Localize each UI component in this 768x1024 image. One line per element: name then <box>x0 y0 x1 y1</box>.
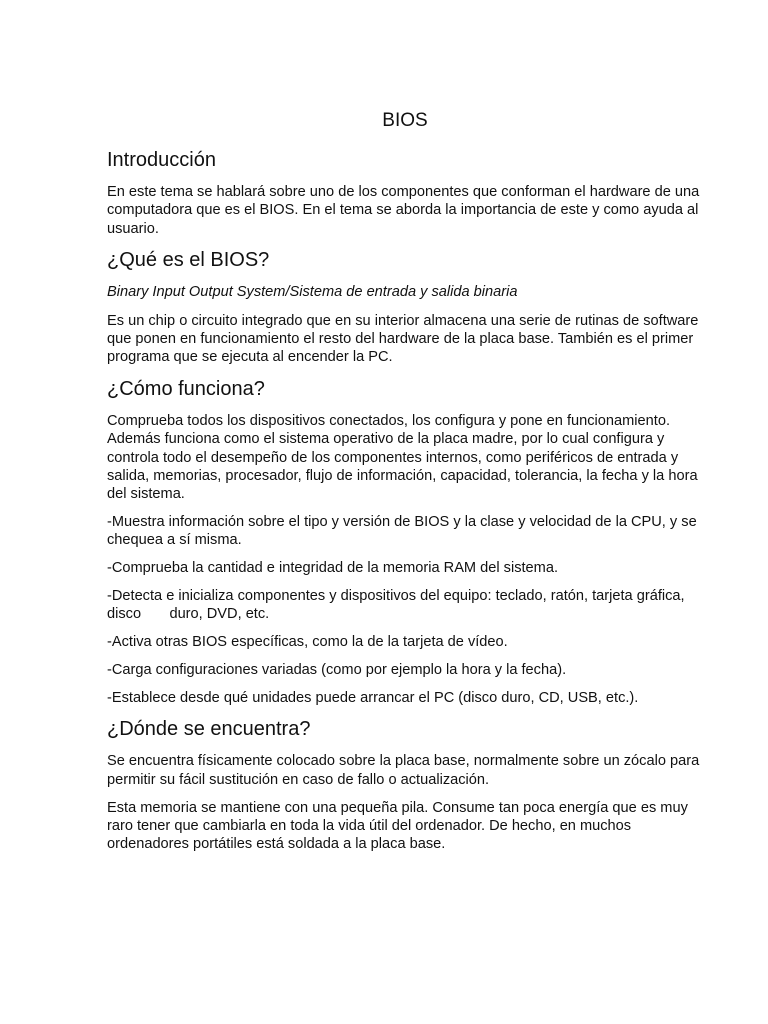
document-title: BIOS <box>382 110 428 131</box>
section-donde-se-encuentra <box>107 716 703 853</box>
acronym-subtitle: Binary Input Output System/Sistema de entrada y salida binaria <box>107 284 518 301</box>
list-item: -Detecta e inicializa componentes y dispositivos del equipo: teclado, ratón, tarjeta gráfica, disco duro, DVD, etc. <box>107 587 689 623</box>
section-que-es <box>107 247 703 366</box>
section-heading-que-es: ¿Qué es el BIOS? <box>107 249 270 272</box>
definition-paragraph: Es un chip o circuito integrado que en su interior almacena una serie de rutinas de software que ponen en funcionamiento el resto del hardware de la placa base. También es el primer programa que se ejecuta al encender la PC. <box>107 312 699 366</box>
intro-paragraph: En este tema se hablará sobre uno de los componentes que conforman el hardware de una computadora que es el BIOS. En el tema se aborda la importancia de este y como ayuda al usuario. <box>107 184 700 237</box>
list-item: -Establece desde qué unidades puede arrancar el PC (disco duro, CD, USB, etc.). <box>107 689 639 706</box>
location-paragraph: Se encuentra físicamente colocado sobre la placa base, normalmente sobre un zócalo para permitir su fácil sustitución en caso de fallo o actualización. <box>107 753 700 788</box>
section-heading-donde: ¿Dónde se encuentra? <box>107 718 311 741</box>
battery-paragraph: Esta memoria se mantiene con una pequeña pila. Consume tan poca energía que es muy raro tener que cambiarla en toda la vida útil del ordenador. De hecho, en muchos ordenadores portátiles está soldada a la placa base. <box>107 799 688 853</box>
list-item: -Carga configuraciones variadas (como por ejemplo la hora y la fecha). <box>107 661 567 678</box>
document-page <box>107 108 703 863</box>
section-introduccion <box>107 147 703 238</box>
list-item: -Comprueba la cantidad e integridad de la memoria RAM del sistema. <box>107 560 559 577</box>
section-heading-como-funciona: ¿Cómo funciona? <box>107 378 265 401</box>
list-item: -Muestra información sobre el tipo y versión de BIOS y la clase y velocidad de la CPU, y se chequea a sí misma. <box>107 514 697 549</box>
list-item: -Activa otras BIOS específicas, como la de la tarjeta de vídeo. <box>107 634 508 651</box>
section-como-funciona <box>107 376 703 707</box>
function-paragraph: Comprueba todos los dispositivos conectados, los configura y pone en funcionamiento. Además funciona como el sistema operativo de la placa madre, por lo cual configura y controla todo el desempeño de los componentes internos, como periféricos de entrada y salida, memorias, procesador, flujo de información, capacidad, tolerancia, la fecha y la hora del sistema. <box>107 413 698 503</box>
section-heading-introduccion: Introducción <box>107 149 216 171</box>
